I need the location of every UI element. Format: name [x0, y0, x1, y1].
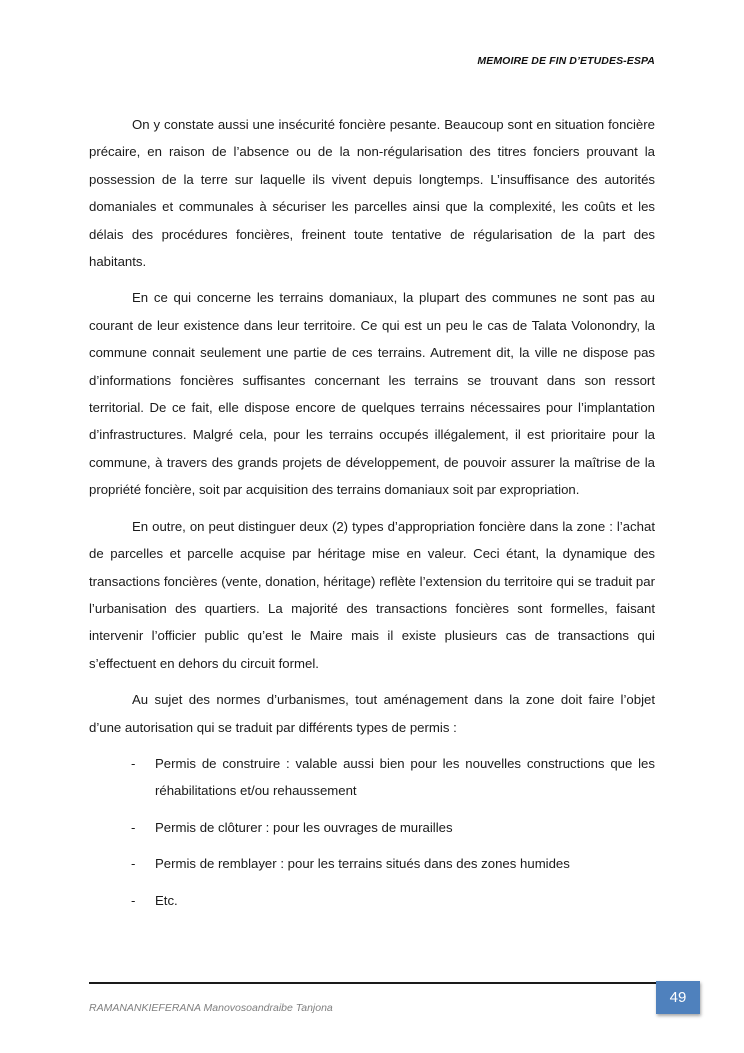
paragraph-state-lands: En ce qui concerne les terrains domaniaux, la plupart des communes ne sont pas au courant de leur existence dans leur territoire. Ce qui est un peu le cas de Talata Volonondry, la commune connait seulement une partie de ces terrains. Autrement dit, la ville ne dispose pas d’informations foncières suffisantes concernant les terrains se trouvant dans son ressort territorial. De ce fait, elle dispose encore de quelques terrains nécessaires pour l’implantation d’infrastructures. Malgré cela, pour les terrains occupés illégalement, il est prioritaire pour la commune, à travers des grands projets de développement, de pouvoir assurer la maîtrise de la propriété foncière, soit par acquisition des terrains domaniaux soit par expropriation. [89, 290, 655, 498]
list-item-text: Permis de construire : valable aussi bien pour les nouvelles constructions que les réhabilitations et/ou rehaussement [155, 755, 655, 799]
running-header: MEMOIRE DE FIN D’ETUDES-ESPA [477, 55, 655, 67]
list-bullet: - [131, 819, 136, 835]
list-item [89, 750, 655, 805]
permits-list [89, 750, 655, 914]
list-item [89, 814, 655, 841]
list-item-text: Etc. [155, 892, 178, 908]
footer-author: RAMANANKIEFERANA Manovosoandraibe Tanjona [89, 1002, 333, 1014]
footer-divider [89, 982, 677, 984]
page-number-badge: 49 [656, 981, 700, 1014]
list-item [89, 887, 655, 914]
list-item-text: Permis de remblayer : pour les terrains situés dans des zones humides [155, 856, 570, 872]
paragraph-urban-norms: Au sujet des normes d’urbanismes, tout aménagement dans la zone doit faire l’objet d’une autorisation qui se traduit par différents types de permis : [89, 692, 655, 735]
list-bullet: - [131, 755, 136, 771]
list-bullet: - [131, 892, 136, 908]
paragraph-land-insecurity: On y constate aussi une insécurité foncière pesante. Beaucoup sont en situation foncière précaire, en raison de l’absence ou de la non-régularisation des titres fonciers prouvant la possession de la terre sur laquelle ils vivent depuis longtemps. L’insuffisance des autorités domaniales et communales à sécuriser les parcelles ainsi que la complexité, les coûts et les délais des procédures foncières, freinent toute tentative de régularisation de la part des habitants. [89, 117, 655, 270]
list-item [89, 850, 655, 877]
paragraph-land-appropriation: En outre, on peut distinguer deux (2) types d’appropriation foncière dans la zone : l’achat de parcelles et parcelle acquise par héritage mise en valeur. Ceci étant, la dynamique des transactions foncières (vente, donation, héritage) reflète l’extension du territoire qui se traduit par l’urbanisation des quartiers. La majorité des transactions foncières sont formelles, faisant intervenir l’officier public qu’est le Maire mais il existe plusieurs cas de transactions qui s’effectuent en dehors du circuit formel. [89, 518, 655, 671]
list-bullet: - [131, 856, 136, 872]
list-item-text: Permis de clôturer : pour les ouvrages de murailles [155, 819, 453, 835]
page-body [89, 111, 655, 923]
